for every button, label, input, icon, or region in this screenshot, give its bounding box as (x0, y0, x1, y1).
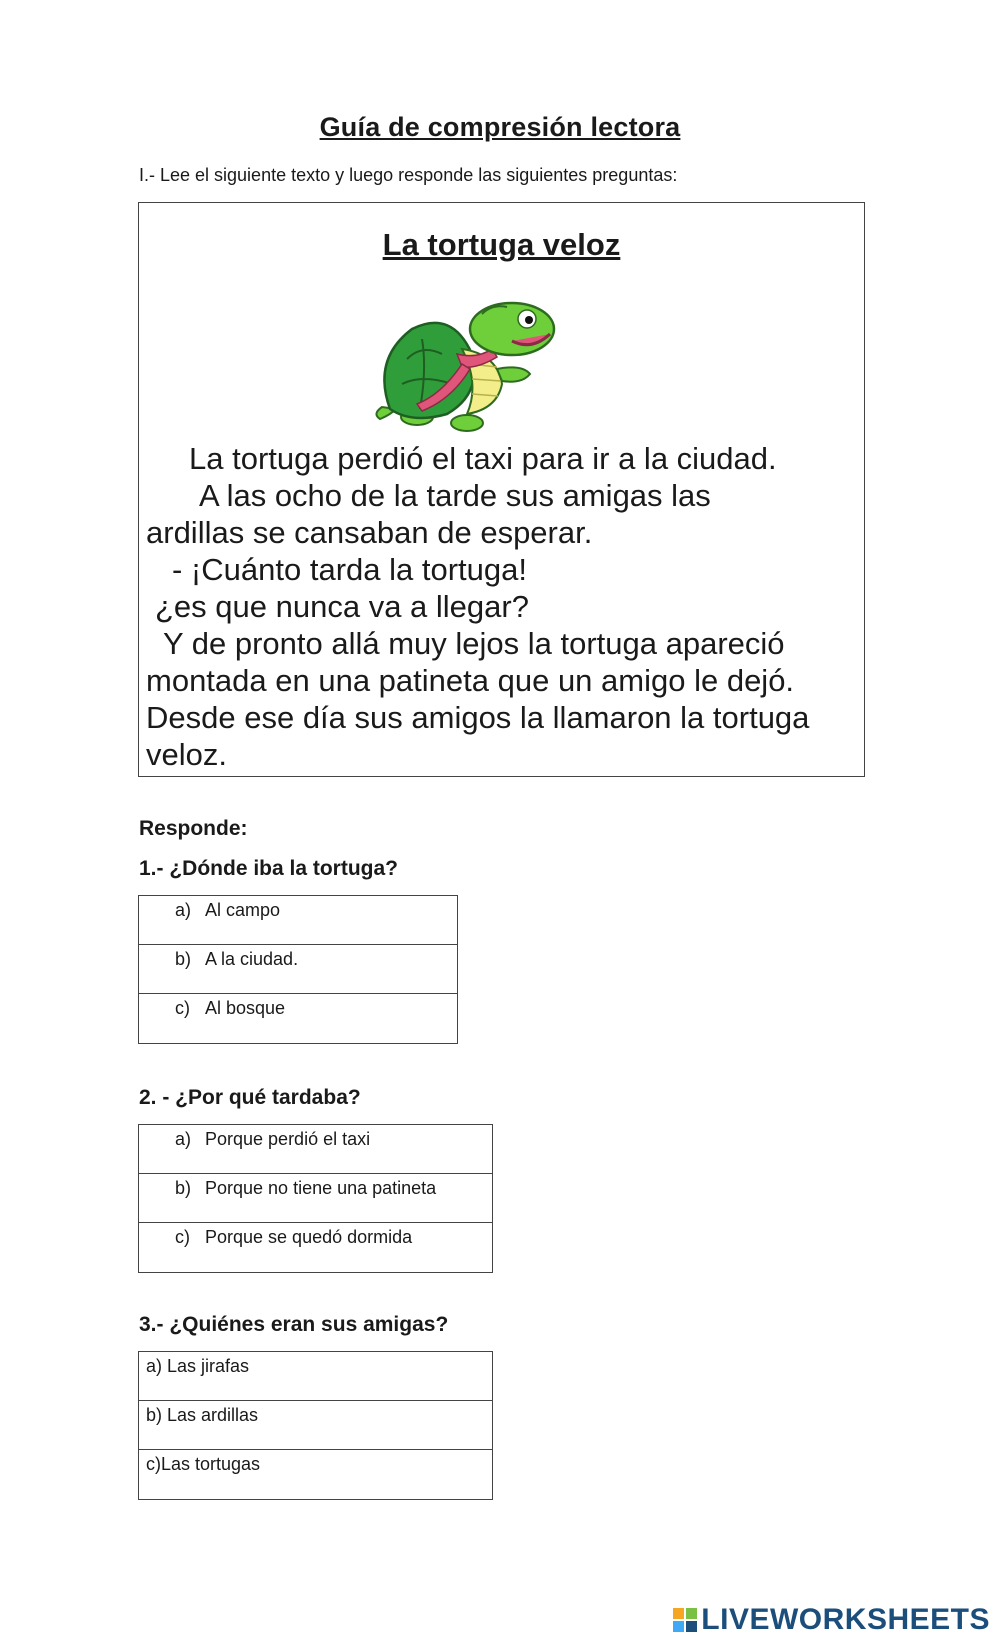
responde-heading: Responde: (139, 817, 248, 840)
option-text: Porque se quedó dormida (205, 1227, 413, 1247)
story-line: montada en una patineta que un amigo le dejó. (146, 663, 795, 698)
option-text: Al campo (205, 900, 281, 920)
option-text: a) Las jirafas (146, 1356, 250, 1376)
story-line: ardillas se cansaban de esperar. (146, 515, 593, 550)
options-q2 (138, 1124, 493, 1273)
option-text: A la ciudad. (205, 949, 299, 969)
option-text: Porque perdió el taxi (205, 1129, 371, 1149)
liveworksheets-logo-icon (673, 1608, 697, 1632)
option-letter: b) (175, 1178, 192, 1198)
option-letter: a) (175, 1129, 192, 1149)
option-text: b) Las ardillas (146, 1405, 259, 1425)
option-q2-c[interactable] (139, 1223, 492, 1272)
turtle-illustration (362, 299, 568, 439)
option-q3-b[interactable] (139, 1401, 492, 1450)
option-text: Porque no tiene una patineta (205, 1178, 437, 1198)
option-q3-c[interactable] (139, 1450, 492, 1499)
option-q2-a[interactable] (139, 1125, 492, 1174)
option-letter: b) (175, 949, 192, 969)
story-line: A las ocho de la tarde sus amigas las (199, 478, 711, 513)
options-q3 (138, 1351, 493, 1500)
option-q1-b[interactable] (139, 945, 457, 994)
option-text: Al bosque (205, 998, 286, 1018)
option-q1-a[interactable] (139, 896, 457, 945)
story-box (138, 202, 865, 777)
story-line: - ¡Cuánto tarda la tortuga! (172, 552, 527, 587)
liveworksheets-logo (673, 1603, 990, 1637)
story-title: La tortuga veloz (382, 227, 621, 262)
question-1: 1.- ¿Dónde iba la tortuga? (139, 857, 399, 880)
page-title: Guía de compresión lectora (319, 112, 681, 142)
story-line: veloz. (146, 737, 227, 772)
option-q1-c[interactable] (139, 994, 457, 1043)
instruction-text: I.- Lee el siguiente texto y luego responde las siguientes preguntas: (139, 165, 678, 185)
option-letter: c) (175, 1227, 190, 1247)
option-letter: a) (175, 900, 192, 920)
question-2: 2. - ¿Por qué tardaba? (139, 1086, 361, 1109)
option-q3-a[interactable] (139, 1352, 492, 1401)
options-q1 (138, 895, 458, 1044)
watermark-text: LIVEWORKSHEETS (701, 1603, 990, 1636)
option-letter: c) (175, 998, 190, 1018)
story-line: ¿es que nunca va a llegar? (155, 589, 529, 624)
story-line: La tortuga perdió el taxi para ir a la ciudad. (189, 441, 777, 476)
story-line: Y de pronto allá muy lejos la tortuga apareció (163, 626, 785, 661)
option-q2-b[interactable] (139, 1174, 492, 1223)
story-line: Desde ese día sus amigos la llamaron la tortuga (146, 700, 810, 735)
question-3: 3.- ¿Quiénes eran sus amigas? (139, 1313, 449, 1336)
option-text: c)Las tortugas (146, 1454, 261, 1474)
